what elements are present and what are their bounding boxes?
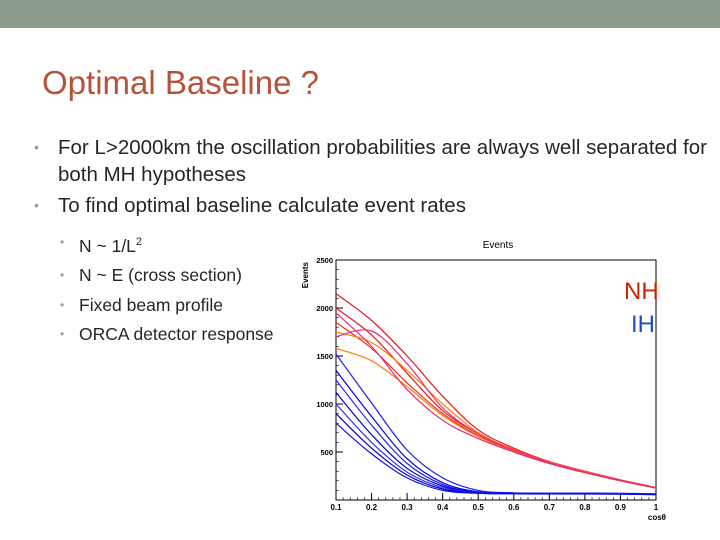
y-tick-label: 2500 <box>316 256 333 265</box>
bullet-dot-icon: • <box>60 327 65 342</box>
y-axis-label: Events <box>301 262 310 289</box>
x-tick-label: 0.1 <box>330 503 342 512</box>
bullet-dot-icon: • <box>34 139 39 155</box>
x-tick-label: 0.9 <box>614 503 627 512</box>
x-axis-label: cosθ <box>647 513 666 522</box>
top-bar <box>0 0 720 28</box>
ih-series-line <box>336 404 656 494</box>
bullet-list <box>28 134 708 219</box>
ih-label: IH <box>631 311 655 338</box>
x-tick-label: 0.6 <box>508 503 520 512</box>
x-tick-label: 0.7 <box>543 503 555 512</box>
y-tick-label: 2000 <box>316 304 333 313</box>
subbullet-text: N ~ E (cross section) <box>79 265 242 286</box>
ih-series-line <box>336 354 656 494</box>
subbullet-item <box>60 320 274 350</box>
slide-title: Optimal Baseline ? <box>42 64 319 101</box>
subbullet-item <box>60 291 274 321</box>
bullet-text: For L>2000km the oscillation probabilities are always well separated for both MH hypotheses <box>58 136 707 186</box>
ih-series-line <box>336 370 656 494</box>
nh-series-line <box>336 332 656 488</box>
bullet-item <box>28 192 708 219</box>
x-tick-label: 0.3 <box>401 503 413 512</box>
bullet-item <box>28 134 708 188</box>
y-tick-label: 500 <box>320 448 333 457</box>
nh-series-line <box>336 330 656 488</box>
subbullet-item <box>60 228 274 261</box>
x-tick-label: 0.2 <box>365 503 378 512</box>
y-tick-label: 1000 <box>316 400 333 409</box>
subbullet-list <box>60 228 274 350</box>
bullet-text: To find optimal baseline calculate event rates <box>58 194 466 217</box>
subbullet-item <box>60 261 274 291</box>
x-tick-label: 0.5 <box>472 503 484 512</box>
chart-title: Events <box>482 240 514 251</box>
subbullet-text: Fixed beam profile <box>79 294 223 315</box>
bullet-dot-icon: • <box>34 197 39 213</box>
bullet-dot-icon: • <box>60 268 65 283</box>
bullet-dot-icon: • <box>60 235 65 249</box>
nh-series-line <box>336 308 656 488</box>
x-tick-label: 0.4 <box>437 503 449 512</box>
event-rate-chart <box>298 232 670 524</box>
subbullet-text: N ~ 1/L <box>79 235 136 256</box>
subbullet-text: ORCA detector response <box>79 324 274 345</box>
x-tick-label: 0.8 <box>579 503 591 512</box>
plot-frame <box>336 260 656 500</box>
nh-label: NH <box>624 278 659 305</box>
nh-series-line <box>336 348 656 488</box>
subbullet-superscript: 2 <box>135 236 143 248</box>
y-tick-label: 1500 <box>316 352 333 361</box>
x-tick-label: 1 <box>653 503 659 512</box>
bullet-dot-icon: • <box>60 297 65 312</box>
